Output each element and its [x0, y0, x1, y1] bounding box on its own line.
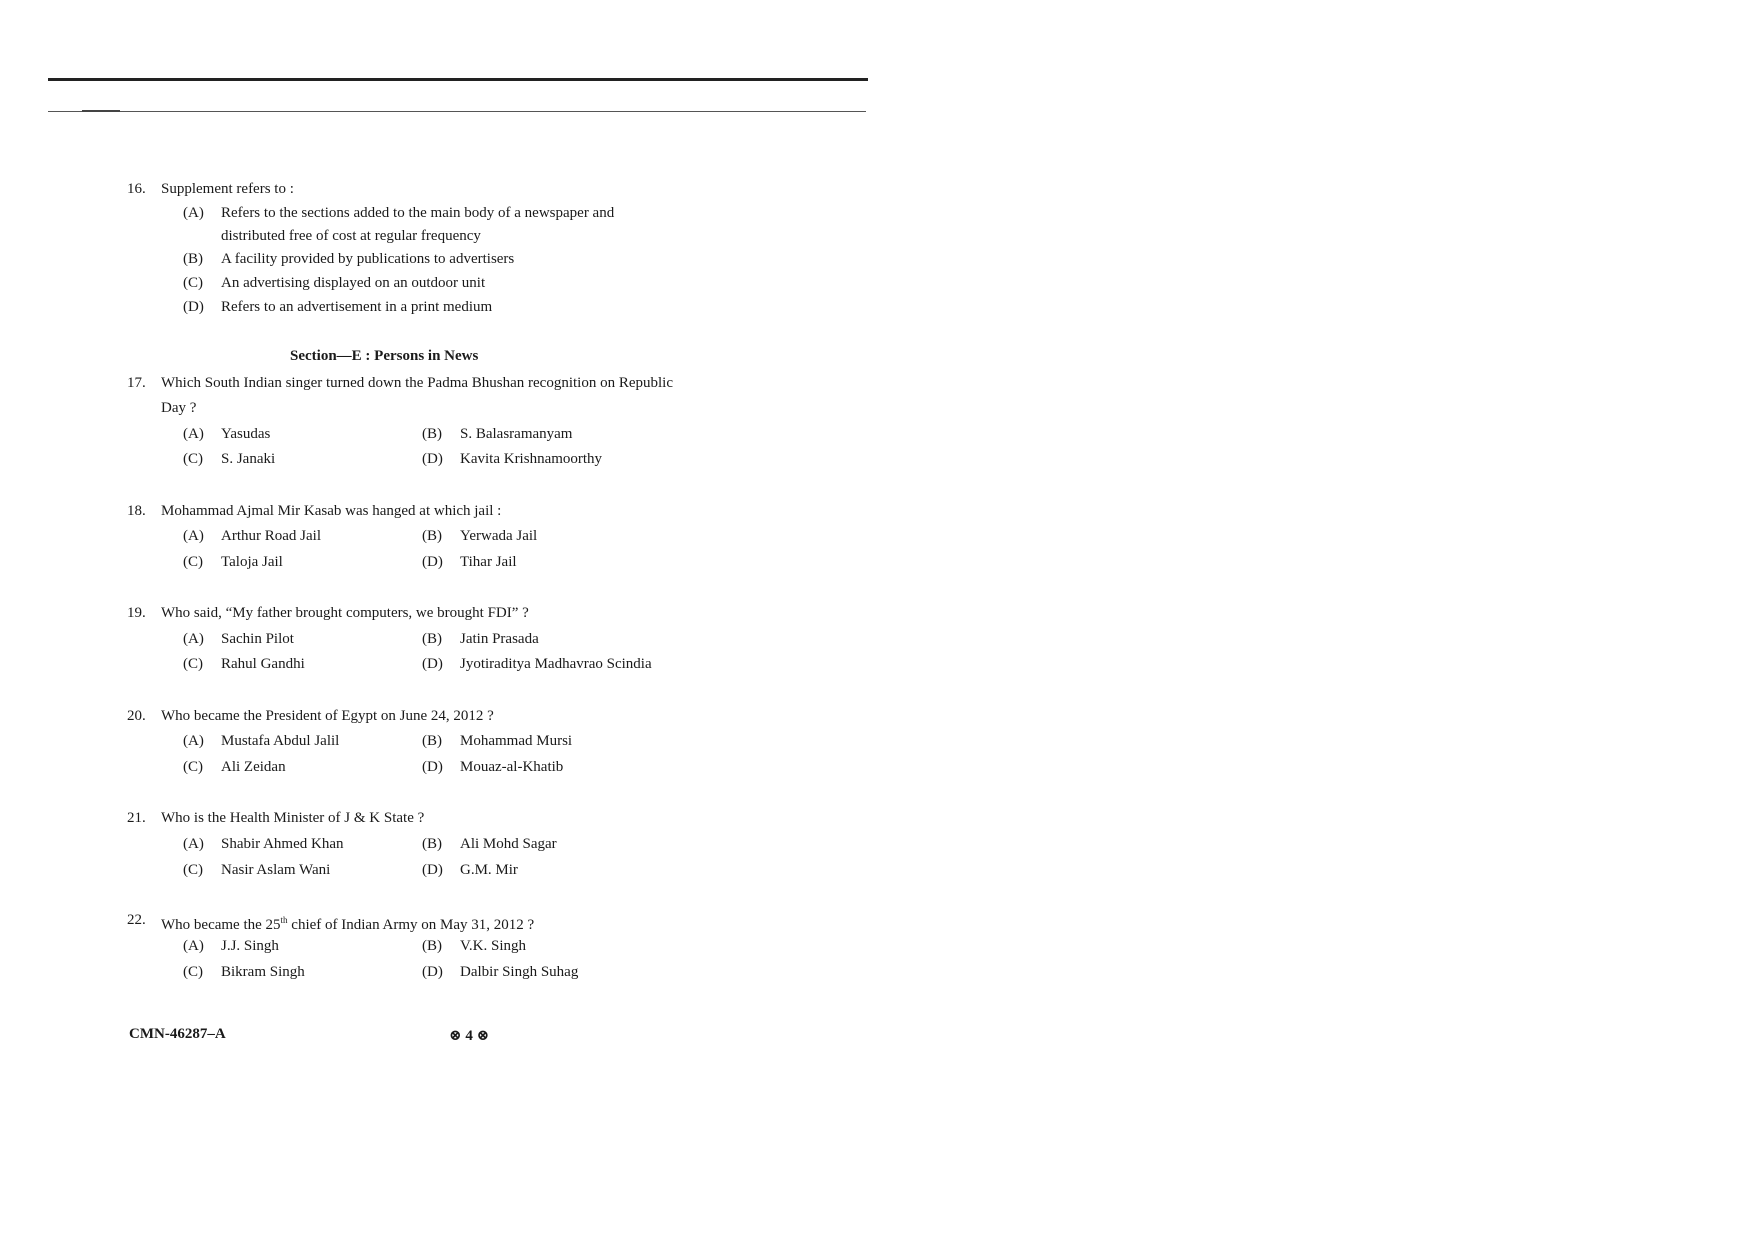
- q20-option-b: [422, 730, 572, 752]
- option-text: Nasir Aslam Wani: [221, 862, 331, 878]
- option-text: G.M. Mir: [460, 862, 518, 878]
- option-label: (B): [422, 938, 442, 954]
- question-22: [127, 909, 687, 936]
- option-text: Ali Mohd Sagar: [460, 836, 557, 852]
- question-stem-line2: Day ?: [161, 400, 197, 416]
- option-label: (C): [183, 451, 203, 467]
- q18-option-b: [422, 525, 537, 547]
- question-19: [127, 602, 687, 624]
- q21-option-d: [422, 859, 518, 881]
- option-label: (B): [422, 631, 442, 647]
- question-18: [127, 500, 687, 522]
- option-text: V.K. Singh: [460, 938, 526, 954]
- option-label: (C): [183, 554, 203, 570]
- q17-option-d: [422, 448, 602, 470]
- q22-option-d: [422, 961, 578, 983]
- option-text: Jyotiraditya Madhavrao Scindia: [460, 656, 652, 672]
- question-16: [127, 178, 687, 200]
- option-label: (B): [422, 836, 442, 852]
- option-label: (B): [422, 528, 442, 544]
- question-stem: Who is the Health Minister of J & K State ?: [161, 810, 425, 826]
- option-text: Mohammad Mursi: [460, 733, 573, 749]
- option-text: S. Balasramanyam: [460, 426, 573, 442]
- footer-booklet-code: CMN-46287–A: [129, 1026, 226, 1042]
- option-label: (D): [422, 759, 443, 775]
- option-label: (C): [183, 964, 203, 980]
- option-text: Kavita Krishnamoorthy: [460, 451, 603, 467]
- option-label: (A): [183, 426, 204, 442]
- q20-option-c: [183, 756, 286, 778]
- question-20: [127, 705, 687, 727]
- option-label: (B): [183, 251, 203, 267]
- question-number: 19.: [127, 605, 146, 621]
- option-text: Taloja Jail: [221, 554, 283, 570]
- q18-option-c: [183, 551, 283, 573]
- option-label: (C): [183, 275, 203, 291]
- option-text: Yasudas: [221, 426, 271, 442]
- stem-part: chief of Indian Army on May 31, 2012 ?: [287, 917, 535, 933]
- option-label: (D): [422, 656, 443, 672]
- question-21: [127, 807, 687, 829]
- q21-option-c: [183, 859, 330, 881]
- header-rule-top: [48, 78, 868, 81]
- q21-option-a: [183, 833, 343, 855]
- question-stem: Supplement refers to :: [161, 181, 294, 197]
- q20-option-a: [183, 730, 339, 752]
- q19-option-c: [183, 653, 305, 675]
- option-label: (A): [183, 938, 204, 954]
- header-rule-dash: [82, 110, 120, 112]
- stem-superscript: th: [280, 915, 288, 925]
- q19-option-b: [422, 628, 539, 650]
- option-label: (A): [183, 631, 204, 647]
- option-label: (A): [183, 528, 204, 544]
- q17-option-b: [422, 423, 572, 445]
- question-number: 20.: [127, 708, 146, 724]
- q16-option-b: [183, 248, 514, 270]
- footer-page-number: ⊗ 4 ⊗: [449, 1028, 490, 1044]
- option-label: (D): [422, 862, 443, 878]
- option-text: Arthur Road Jail: [221, 528, 321, 544]
- option-label: (B): [422, 733, 442, 749]
- q16-option-d: [183, 296, 492, 318]
- q19-option-a: [183, 628, 294, 650]
- question-17: [127, 372, 687, 419]
- option-text: Mustafa Abdul Jalil: [221, 733, 340, 749]
- option-label: (C): [183, 656, 203, 672]
- q20-option-d: [422, 756, 563, 778]
- option-text: Refers to an advertisement in a print medium: [221, 299, 493, 315]
- question-stem: Who became the President of Egypt on June 24, 2012 ?: [161, 708, 494, 724]
- stem-part: Who became the 25: [161, 917, 281, 933]
- question-number: 22.: [127, 912, 146, 928]
- question-number: 16.: [127, 181, 146, 197]
- option-text: J.J. Singh: [221, 938, 279, 954]
- option-label: (C): [183, 759, 203, 775]
- question-stem: Mohammad Ajmal Mir Kasab was hanged at which jail :: [161, 503, 502, 519]
- option-text: Jatin Prasada: [460, 631, 539, 647]
- question-number: 17.: [127, 375, 146, 391]
- option-label: (B): [422, 426, 442, 442]
- q22-option-c: [183, 961, 305, 983]
- option-label: (D): [422, 554, 443, 570]
- option-text: Dalbir Singh Suhag: [460, 964, 579, 980]
- question-stem-line1: Which South Indian singer turned down the Padma Bhushan recognition on Republic: [161, 375, 673, 391]
- option-label: (A): [183, 836, 204, 852]
- option-text: Yerwada Jail: [460, 528, 538, 544]
- option-text: An advertising displayed on an outdoor unit: [221, 275, 486, 291]
- option-text: Mouaz-al-Khatib: [460, 759, 564, 775]
- option-text: Refers to the sections added to the main body of a newspaper and: [221, 205, 615, 221]
- option-text: Bikram Singh: [221, 964, 305, 980]
- option-label: (A): [183, 205, 204, 221]
- q19-option-d: [422, 653, 652, 675]
- q18-option-a: [183, 525, 321, 547]
- question-stem: [161, 909, 687, 936]
- option-text: distributed free of cost at regular frequency: [221, 228, 481, 244]
- q18-option-d: [422, 551, 517, 573]
- option-label: (A): [183, 733, 204, 749]
- option-label: (D): [422, 451, 443, 467]
- option-label: (D): [422, 964, 443, 980]
- q17-option-a: [183, 423, 270, 445]
- section-heading: Section—E : Persons in News: [290, 348, 479, 364]
- question-number: 18.: [127, 503, 146, 519]
- q16-option-a-cont: [221, 225, 481, 247]
- header-rule-bottom: [48, 111, 866, 112]
- option-text: A facility provided by publications to advertisers: [221, 251, 515, 267]
- option-text: Sachin Pilot: [221, 631, 294, 647]
- q17-option-c: [183, 448, 275, 470]
- q16-option-a: [183, 202, 614, 224]
- q21-option-b: [422, 833, 557, 855]
- option-label: (C): [183, 862, 203, 878]
- option-text: Rahul Gandhi: [221, 656, 305, 672]
- q16-option-c: [183, 272, 485, 294]
- option-text: Shabir Ahmed Khan: [221, 836, 344, 852]
- q22-option-a: [183, 935, 279, 957]
- option-text: S. Janaki: [221, 451, 276, 467]
- q22-option-b: [422, 935, 526, 957]
- option-label: (D): [183, 299, 204, 315]
- option-text: Ali Zeidan: [221, 759, 286, 775]
- question-number: 21.: [127, 810, 146, 826]
- question-stem: Who said, “My father brought computers, we brought FDI” ?: [161, 605, 529, 621]
- option-text: Tihar Jail: [460, 554, 517, 570]
